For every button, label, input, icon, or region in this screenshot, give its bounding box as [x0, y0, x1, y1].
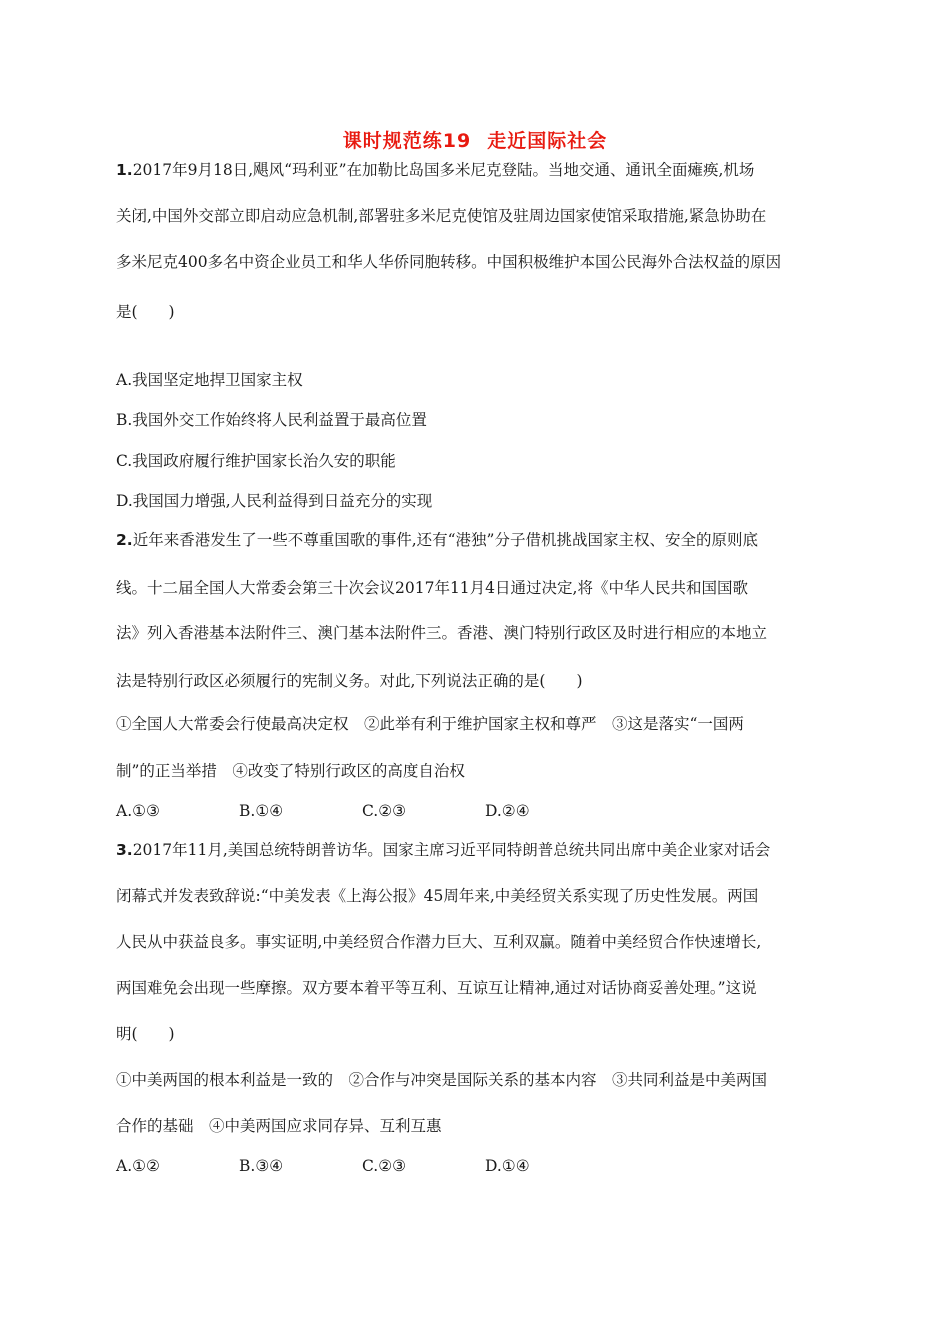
q3-text-1: 2017年11月,美国总统特朗普访华。国家主席习近平同特朗普总统共同出席中美企业家对话会: [132, 841, 771, 859]
page-title: [0, 126, 950, 153]
q2-option-b: B.①④: [239, 802, 284, 820]
q3-line-1: [116, 840, 836, 860]
q3-line-6: ①中美两国的根本利益是一致的 ②合作与冲突是国际关系的基本内容 ③共同利益是中美两国: [116, 1071, 768, 1089]
q3-options: [116, 1156, 608, 1176]
q2-option-d: D.②④: [485, 802, 530, 820]
q2-options: [116, 801, 608, 821]
q2-number: 2.: [116, 531, 133, 549]
q3-option-d: D.①④: [485, 1157, 530, 1175]
q3-option-b: B.③④: [239, 1157, 284, 1175]
q1-number: 1.: [116, 161, 133, 179]
q1-line-2: 关闭,中国外交部立即启动应急机制,部署驻多米尼克使馆及驻周边国家使馆采取措施,紧急协助在: [116, 207, 767, 225]
q1-line-1: [116, 160, 836, 180]
q3-line-2: 闭幕式并发表致辞说:“中美发表《上海公报》45周年来,中美经贸关系实现了历史性发展。两国: [116, 887, 759, 905]
q1-option-b: B.我国外交工作始终将人民利益置于最高位置: [116, 411, 427, 429]
q2-option-a: A.①③: [116, 802, 160, 820]
q2-line-5: ①全国人大常委会行使最高决定权 ②此举有利于维护国家主权和尊严 ③这是落实“一国两: [116, 715, 744, 733]
q3-line-5: 明( ): [116, 1025, 175, 1043]
q2-line-4: 法是特别行政区必须履行的宪制义务。对此,下列说法正确的是( ): [116, 672, 583, 690]
q3-line-4: 两国难免会出现一些摩擦。双方要本着平等互利、互谅互让精神,通过对话协商妥善处理。”这说: [116, 979, 757, 997]
title-sub: 走近国际社会: [487, 130, 608, 152]
q2-line-6: 制”的正当举措 ④改变了特别行政区的高度自治权: [116, 762, 465, 780]
q2-line-1: [116, 530, 836, 550]
q1-option-d: D.我国国力增强,人民利益得到日益充分的实现: [116, 492, 433, 510]
q3-line-3: 人民从中获益良多。事实证明,中美经贸合作潜力巨大、互利双赢。随着中美经贸合作快速增长,: [116, 933, 762, 951]
q3-option-a: A.①②: [116, 1157, 160, 1175]
q3-option-c: C.②③: [362, 1157, 407, 1175]
title-main: 课时规范练19: [342, 130, 472, 152]
q3-number: 3.: [116, 841, 133, 859]
q3-line-7: 合作的基础 ④中美两国应求同存异、互利互惠: [116, 1117, 442, 1135]
q1-option-c: C.我国政府履行维护国家长治久安的职能: [116, 452, 396, 470]
q2-line-3: 法》列入香港基本法附件三、澳门基本法附件三。香港、澳门特别行政区及时进行相应的本地立: [116, 624, 768, 642]
q2-line-2: 线。十二届全国人大常委会第三十次会议2017年11月4日通过决定,将《中华人民共和国国歌: [116, 579, 748, 597]
q1-option-a: A.我国坚定地捍卫国家主权: [116, 371, 303, 389]
q1-line-4: 是( ): [116, 303, 175, 321]
q2-text-1: 近年来香港发生了一些不尊重国歌的事件,还有“港独”分子借机挑战国家主权、安全的原则底: [132, 531, 758, 549]
q1-line-3: 多米尼克400多名中资企业员工和华人华侨同胞转移。中国积极维护本国公民海外合法权益的原因: [116, 253, 782, 271]
q1-text-1: 2017年9月18日,飓风“玛利亚”在加勒比岛国多米尼克登陆。当地交通、通讯全面瘫痪,机场: [132, 161, 755, 179]
q2-option-c: C.②③: [362, 802, 407, 820]
